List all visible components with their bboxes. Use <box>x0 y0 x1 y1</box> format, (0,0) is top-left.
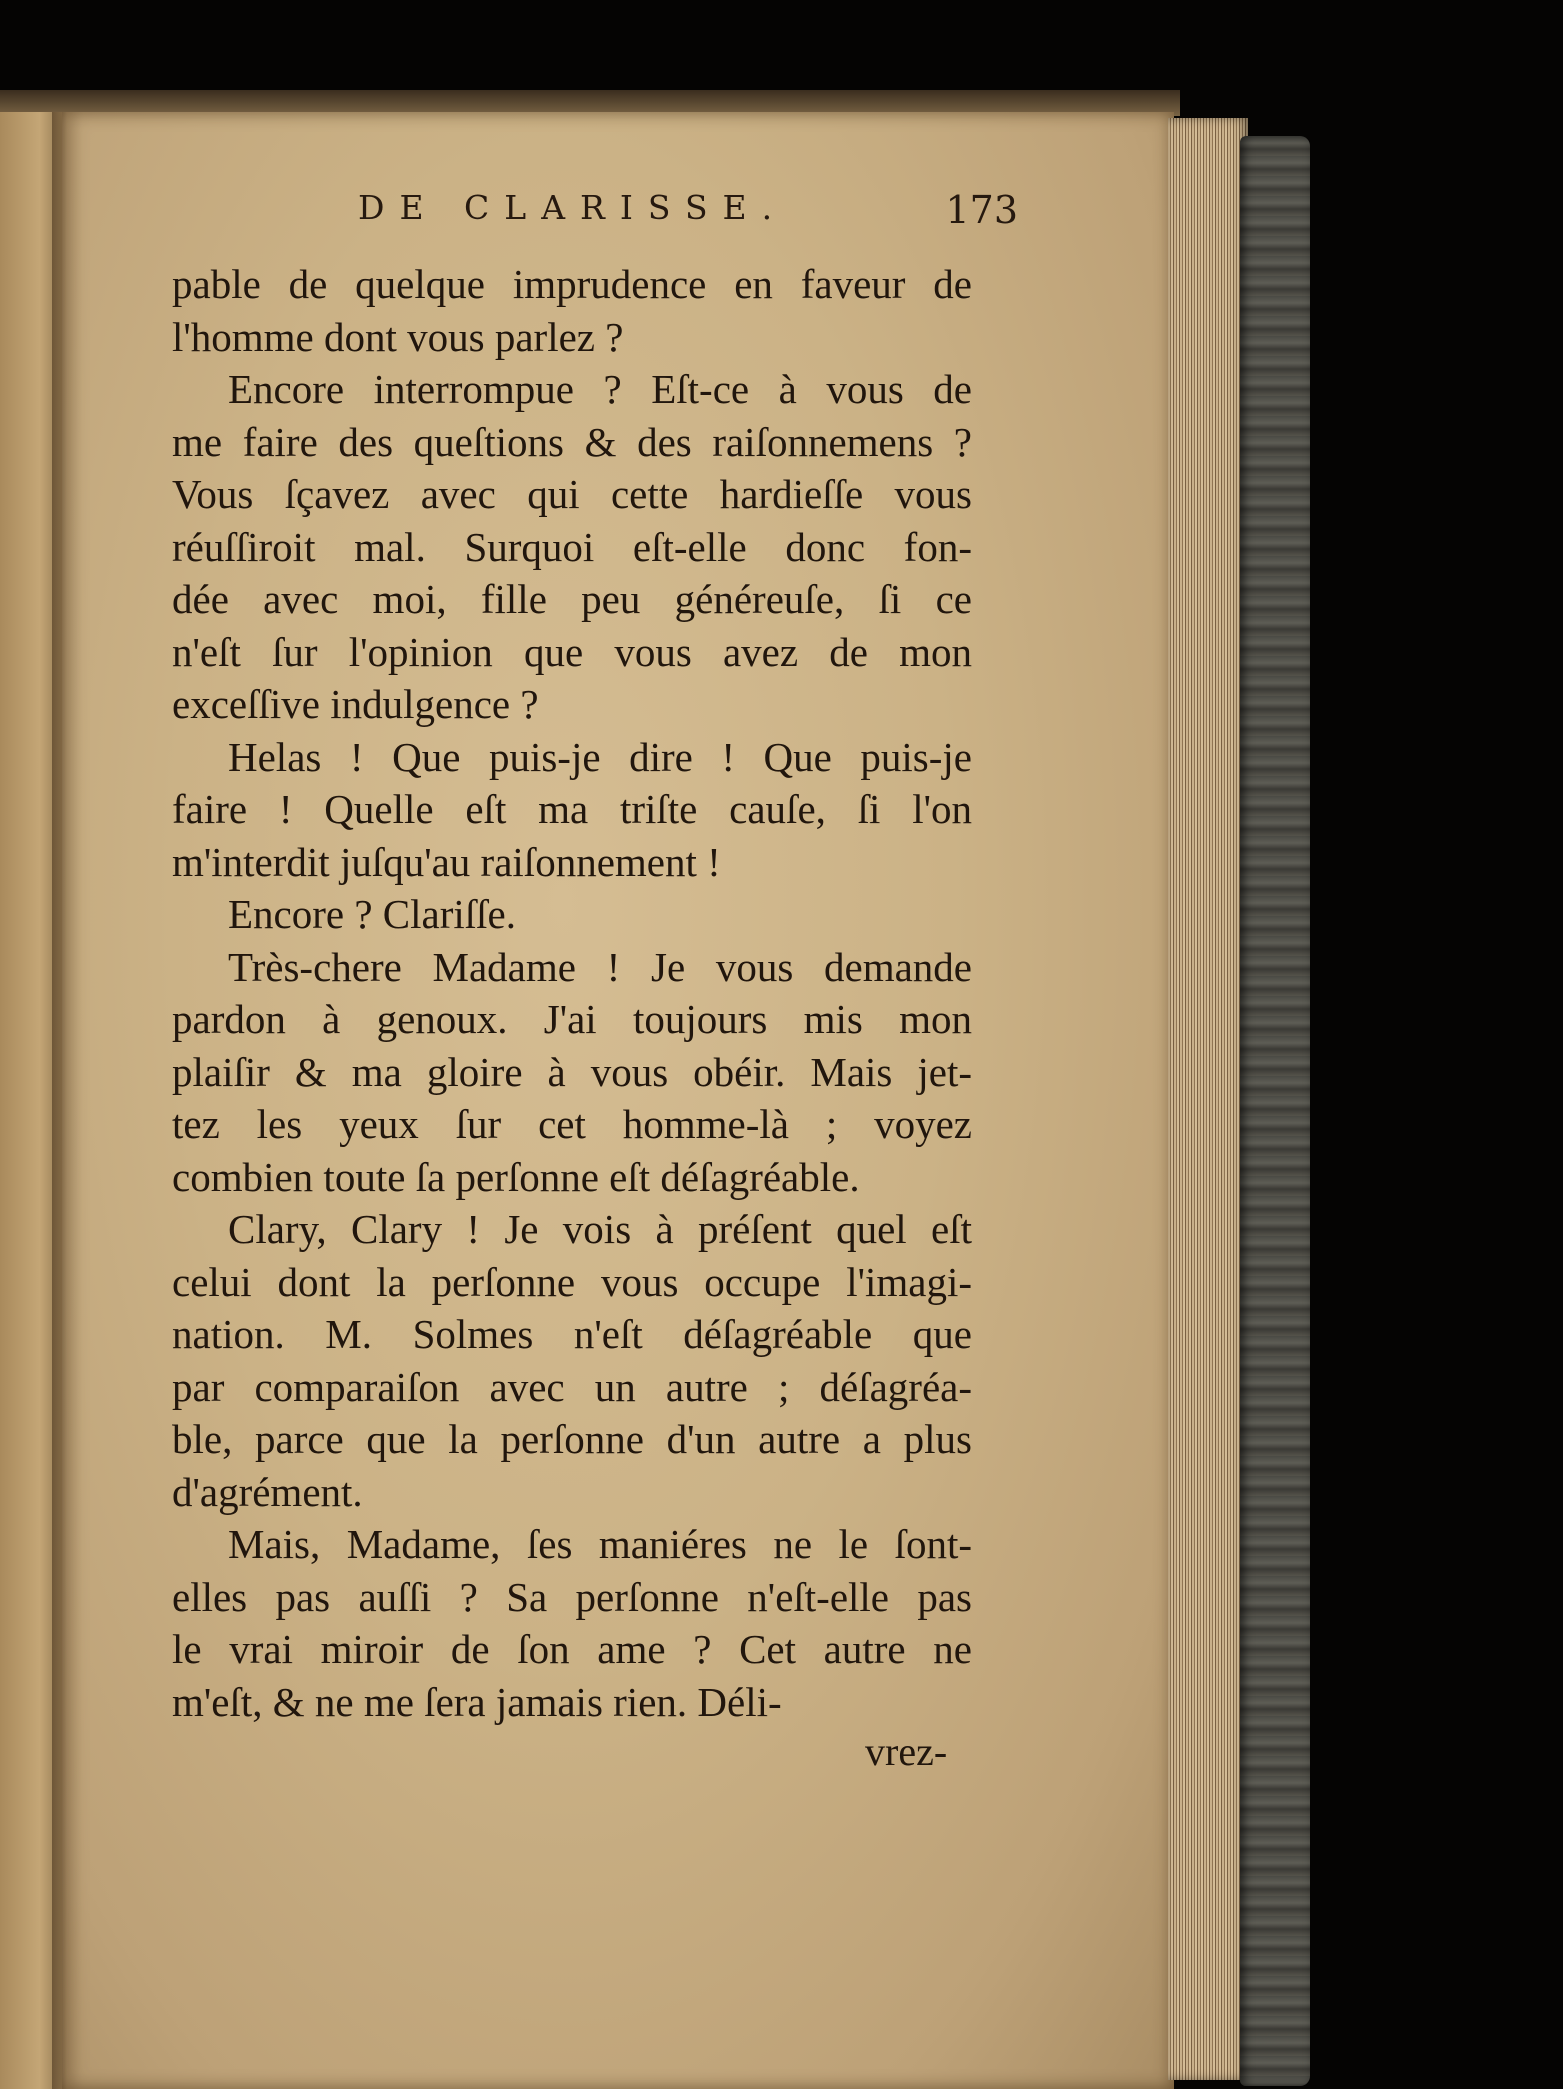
text-line: le vrai miroir de ſon ame ? Cet autre ne <box>172 1626 972 1672</box>
text-line: Helas ! Que puis-je dire ! Que puis-je <box>228 733 972 780</box>
text-line: par comparaiſon avec un autre ; déſagréa- <box>172 1363 972 1410</box>
text-line: d'agrément. <box>172 1468 363 1515</box>
paragraph <box>172 258 972 363</box>
text-line: combien toute ſa perſonne eſt déſagréable. <box>172 1153 860 1200</box>
text-line: Vous ſçavez avec qui cette hardieſſe vous <box>172 471 972 517</box>
back-cover <box>1240 136 1310 2086</box>
paragraph <box>172 363 972 731</box>
text-line: faire ! Quelle eſt ma triſte cauſe, ſi l'on <box>172 786 972 832</box>
running-head: DE CLARISSE. <box>358 188 788 227</box>
text-line: celui dont la perſonne vous occupe l'imagi- <box>172 1258 972 1305</box>
text-line: n'eſt ſur l'opinion que vous avez de mon <box>172 628 972 675</box>
text-line: réuſſiroit mal. Surquoi eſt-elle donc fon- <box>172 523 972 570</box>
text-line: m'interdit juſqu'au raiſonnement ! <box>172 838 721 885</box>
text-line: elles pas auſſi ? Sa perſonne n'eſt-elle pas <box>172 1573 972 1620</box>
text-line: m'eſt, & ne me ſera jamais rien. Déli- <box>172 1678 782 1725</box>
text-line: Mais, Madame, ſes maniéres ne le ſont- <box>228 1521 972 1567</box>
text-line: pardon à genoux. J'ai toujours mis mon <box>172 996 972 1042</box>
text-line: plaiſir & ma gloire à vous obéir. Mais jet- <box>172 1048 972 1095</box>
paragraph <box>172 888 972 941</box>
page-block-edges <box>1168 118 1248 2080</box>
text-line: me faire des queſtions & des raiſonnemens ? <box>172 418 972 465</box>
text-line: Encore ? Clariſſe. <box>228 891 517 937</box>
text-line: pable de quelque imprudence en faveur de <box>172 261 972 307</box>
text-line: dée avec moi, fille peu généreuſe, ſi ce <box>172 576 972 622</box>
text-line: l'homme dont vous parlez ? <box>172 313 624 360</box>
catchword: vrez- <box>865 1729 948 1774</box>
paragraph <box>172 731 972 889</box>
text-line: Encore interrompue ? Eſt-ce à vous de <box>228 366 972 412</box>
text-line: ble, parce que la perſonne d'un autre a plus <box>172 1416 972 1462</box>
body-text <box>172 258 972 1728</box>
text-line: tez les yeux ſur cet homme-là ; voyez <box>172 1101 972 1147</box>
page-header <box>358 188 1018 248</box>
book-gutter <box>52 112 82 2089</box>
text-line: Très-chere Madame ! Je vous demande <box>228 943 972 990</box>
text-line: Clary, Clary ! Je vois à préſent quel eſt <box>228 1206 972 1252</box>
paragraph <box>172 941 972 1204</box>
paragraph <box>172 1518 972 1728</box>
page-number: 173 <box>945 188 1018 232</box>
text-line: exceſſive indulgence ? <box>172 681 539 727</box>
paragraph <box>172 1203 972 1518</box>
text-line: nation. M. Solmes n'eſt déſagréable que <box>172 1311 972 1357</box>
